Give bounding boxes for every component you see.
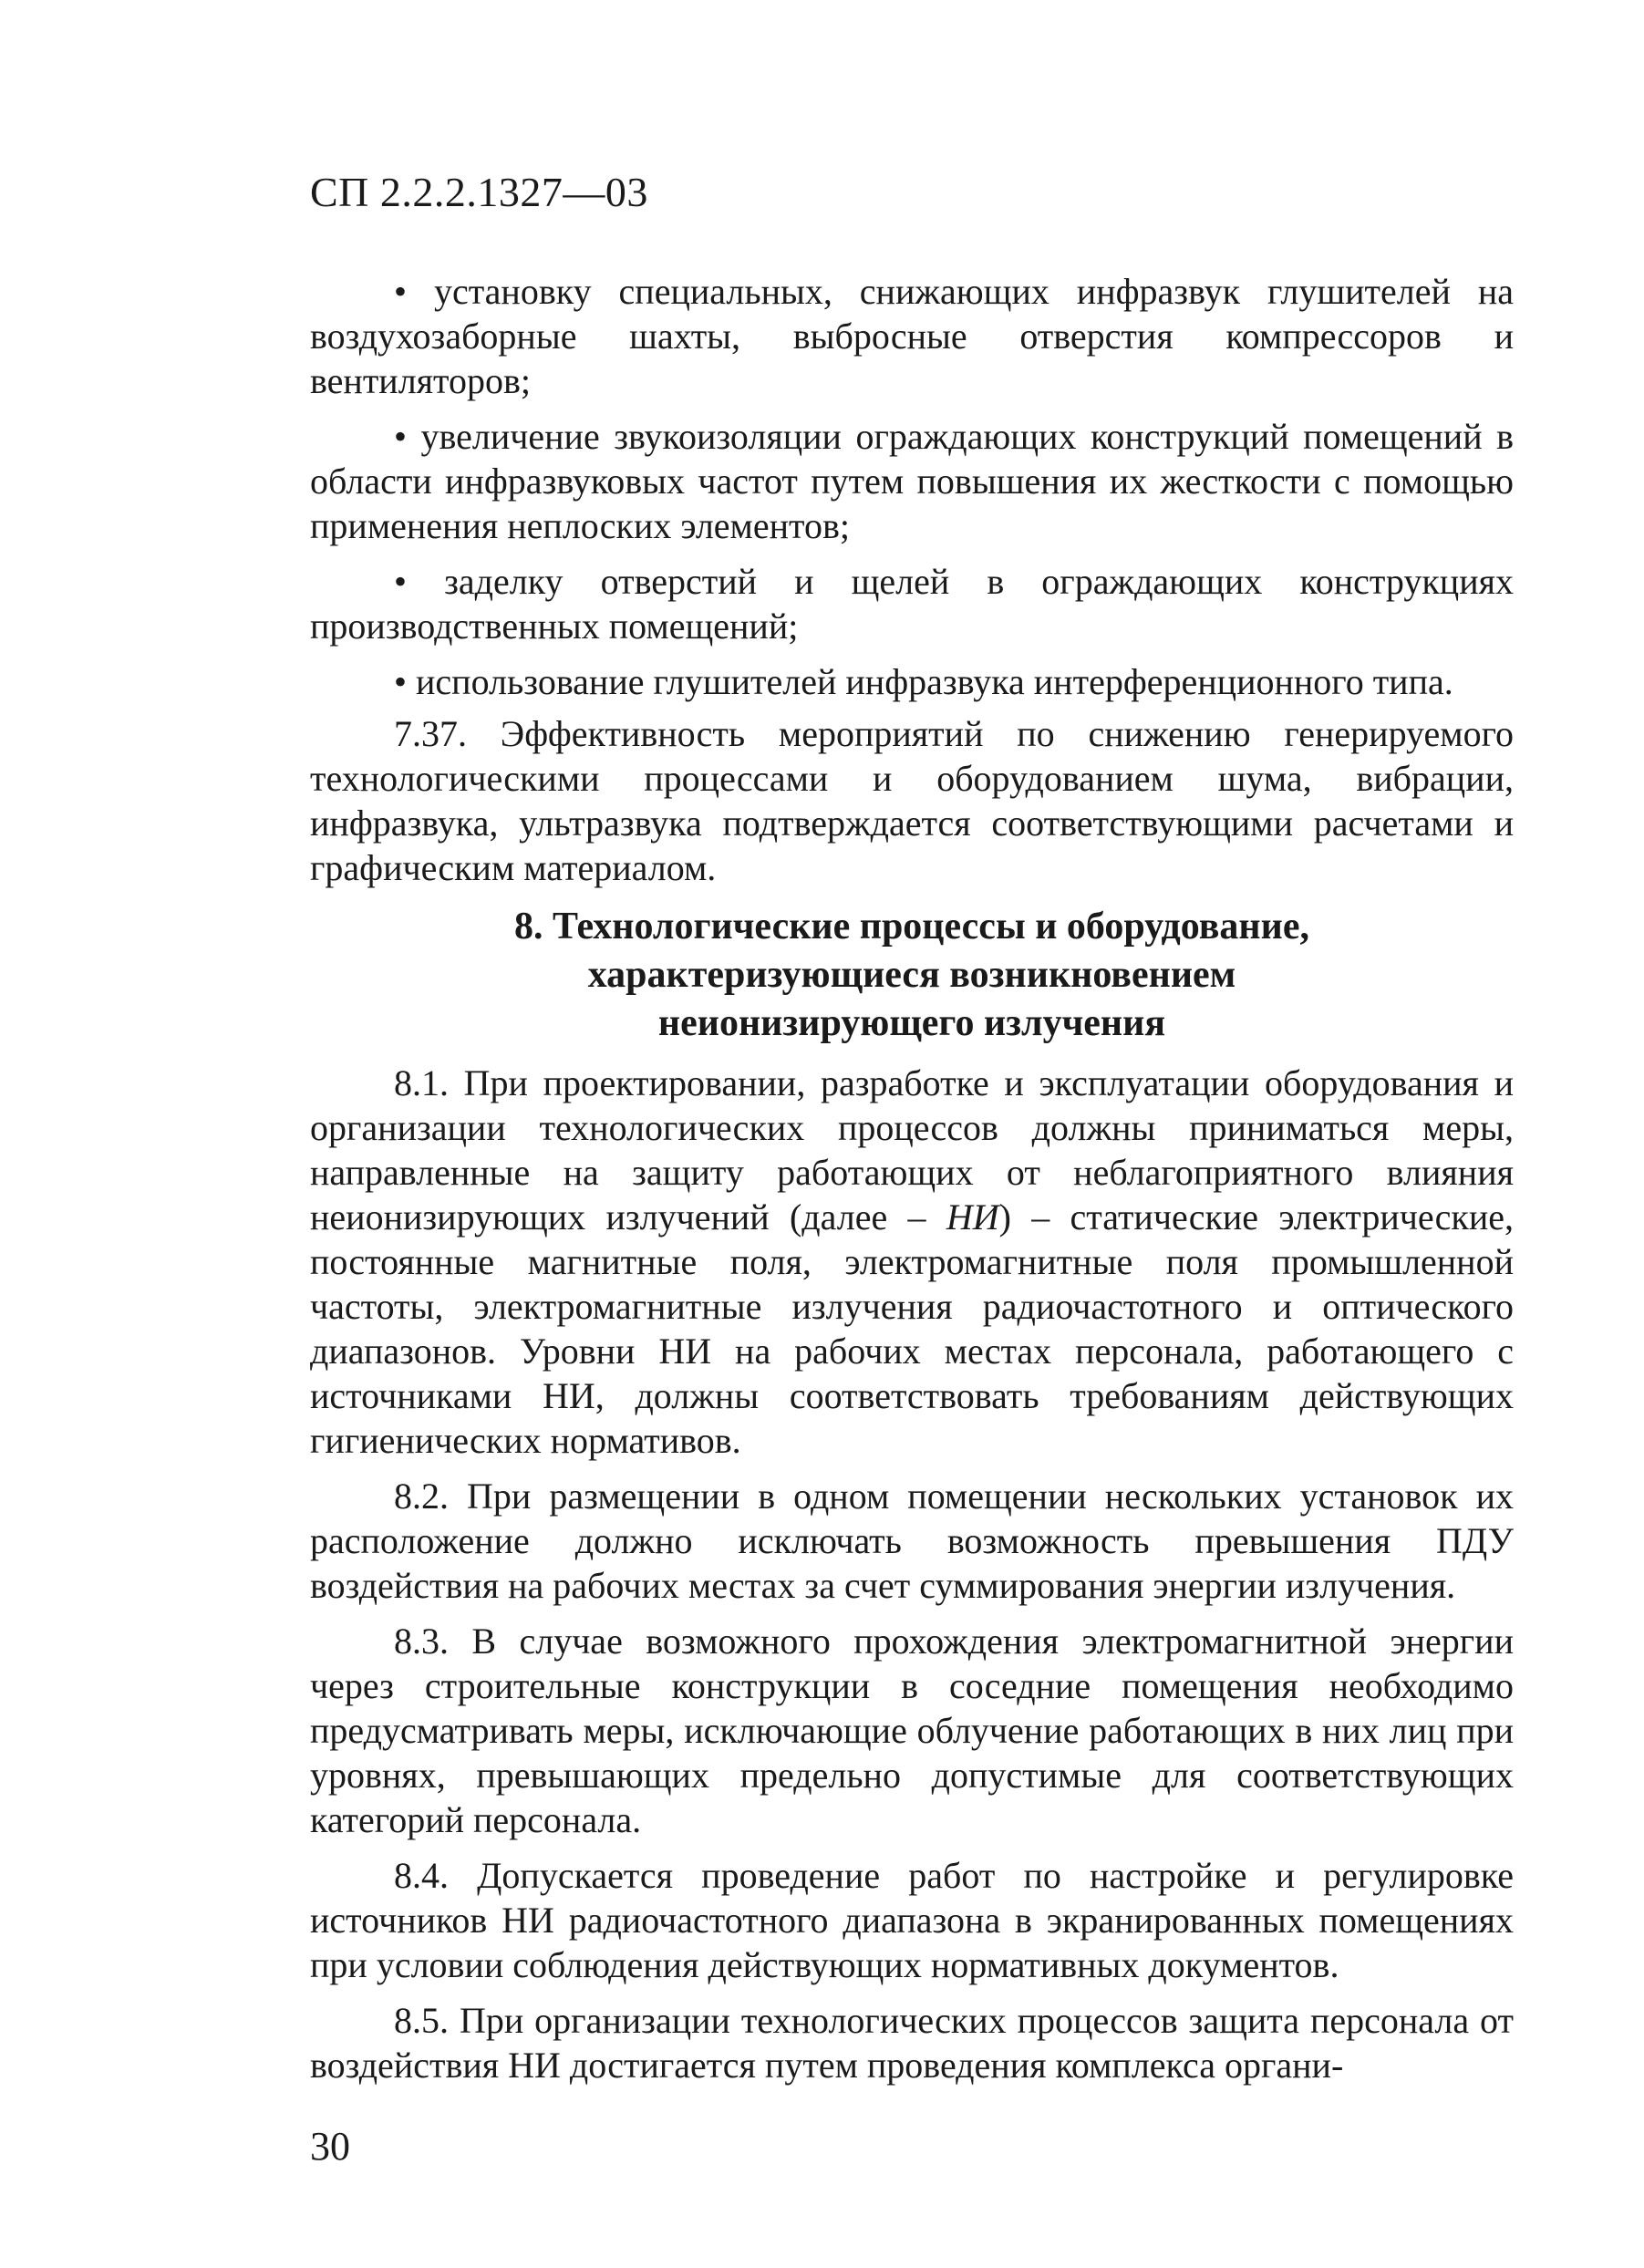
bullet-paragraph: • заделку отверстий и щелей в ограждающих конструкциях производственных помещений; — [310, 561, 1514, 647]
section-heading — [310, 903, 1514, 1048]
page-number: 30 — [310, 2124, 350, 2169]
clause-paragraph-8-1 — [310, 1061, 1514, 1463]
clause-paragraph-8-5: 8.5. При организации технологических процессов защита персонала от воздействия НИ достигается путем проведения комплекса органи- — [310, 2000, 1514, 2086]
clause-paragraph-8-2: 8.2. При размещении в одном помещении нескольких установок их расположение должно исключать возможность превышения ПДУ воздействия на рабочих местах за счет суммирования энергии излучения. — [310, 1476, 1514, 1606]
clause-text: ) – статические электрические, постоянные магнитные поля, электромагнитные поля промышленной частоты, электромагнитные излучения радиочастотного и оптического диапазонов. Уровни НИ на рабочих местах персонала, работающего с источниками НИ, должны соответствовать требованиям действующих гигиенических нормативов. — [310, 1196, 1514, 1461]
clause-paragraph-8-3: 8.3. В случае возможного прохождения электромагнитной энергии через строительные конструкции в соседние помещения необходимо предусматривать меры, исключающие облучение работающих в них лиц при уровнях, превышающих предельно допустимые для соответствующих категорий персонала. — [310, 1621, 1514, 1840]
clause-paragraph-8-4: 8.4. Допускается проведение работ по настройке и регулировке источников НИ радиочастотного диапазона в экранированных помещениях при условии соблюдения действующих нормативных документов. — [310, 1855, 1514, 1985]
section-heading-line: неионизирующего излучения — [657, 1002, 1166, 1044]
clause-paragraph-7-37: 7.37. Эффективность мероприятий по снижению генерируемого технологическими процессами и оборудованием шума, вибрации, инфразвука, ультразвука подтверждается соответствующими расчетами и графическим материалом. — [310, 713, 1514, 888]
clause-text: 8.1. При проектировании, разработке и эксплуатации оборудования и организации технологических процессов должны приниматься меры, направленные на защиту работающих от неблагоприятного влияния неионизирующих излучений (далее – — [310, 1062, 1514, 1238]
bullet-paragraph: • использование глушителей инфразвука интерференционного типа. — [394, 661, 1453, 702]
section-heading-line: 8. Технологические процессы и оборудование, — [514, 906, 1309, 948]
bullet-paragraph: • увеличение звукоизоляции ограждающих конструкций помещений в области инфразвуковых частот путем повышения их жесткости с помощью применения неплоских элементов; — [310, 416, 1514, 546]
bullet-paragraph: • установку специальных, снижающих инфразвук глушителей на воздухозаборные шахты, выбросные отверстия компрессоров и вентиляторов; — [310, 271, 1514, 401]
document-code-header: СП 2.2.2.1327—03 — [310, 169, 648, 215]
section-heading-line: характеризующиеся возникновением — [587, 954, 1236, 996]
abbreviation: НИ — [946, 1196, 999, 1238]
page-body — [310, 269, 1514, 2098]
